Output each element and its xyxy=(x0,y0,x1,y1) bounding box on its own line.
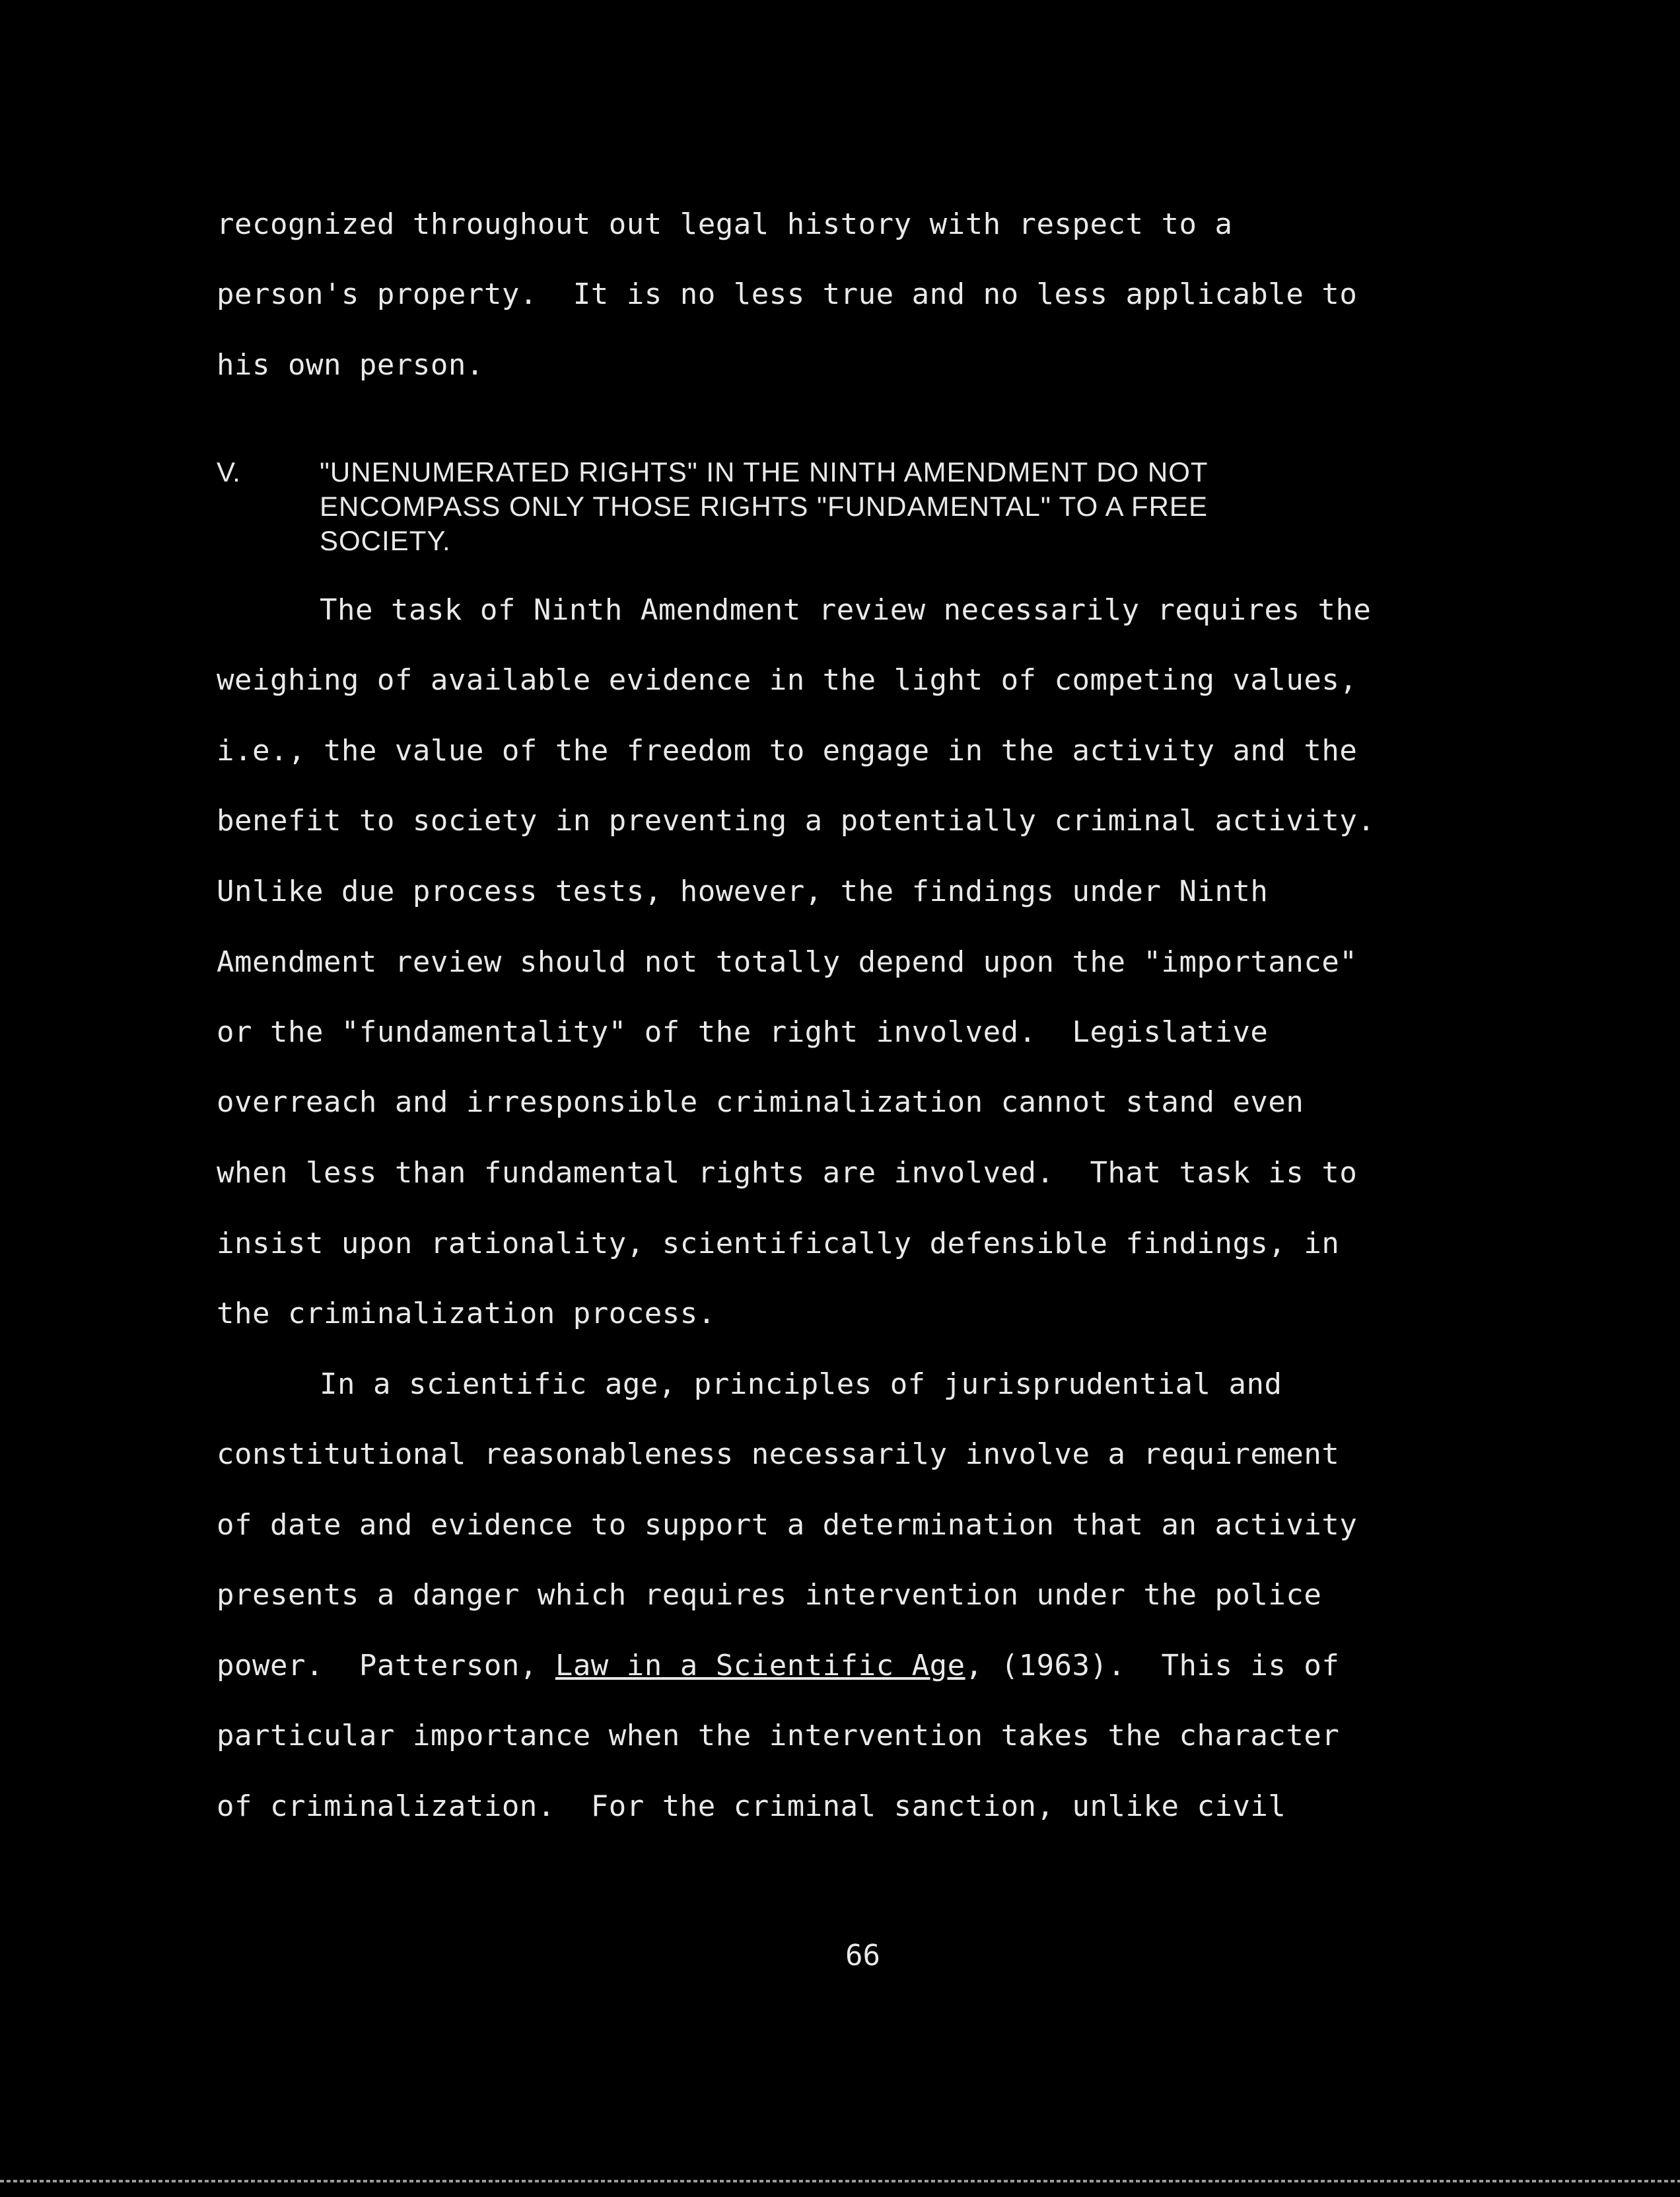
section-heading-line: SOCIETY. xyxy=(320,525,451,556)
text-line: of date and evidence to support a determination that an activity xyxy=(217,1508,1358,1542)
text-line: or the "fundamentality" of the right involved. Legislative xyxy=(217,1015,1269,1049)
text-line: when less than fundamental rights are involved. That task is to xyxy=(217,1156,1358,1190)
text-line: Amendment review should not totally depend upon the "importance" xyxy=(217,945,1358,979)
text-line: i.e., the value of the freedom to engage in the activity and the xyxy=(217,734,1358,768)
scan-edge-divider xyxy=(0,2180,1680,2182)
text-line: constitutional reasonableness necessarily involve a requirement xyxy=(217,1437,1340,1471)
text-line: Unlike due process tests, however, the findings under Ninth xyxy=(217,875,1269,908)
text-line: his own person. xyxy=(217,348,484,382)
text-line: recognized throughout out legal history with respect to a xyxy=(217,207,1233,241)
citation-suffix: , (1963). This is of xyxy=(965,1649,1340,1682)
page-number: 66 xyxy=(845,1939,880,1972)
text-line: presents a danger which requires intervention under the police xyxy=(217,1578,1322,1612)
text-line: In a scientific age, principles of jurisprudential and xyxy=(320,1367,1282,1401)
text-line: person's property. It is no less true and no less applicable to xyxy=(217,277,1358,311)
text-line: the criminalization process. xyxy=(217,1297,716,1330)
citation-prefix: power. Patterson, xyxy=(217,1649,555,1682)
text-line: particular importance when the intervention takes the character xyxy=(217,1719,1340,1752)
section-heading-line: "UNENUMERATED RIGHTS" IN THE NINTH AMENDMENT DO NOT xyxy=(320,456,1208,487)
section-number: V. xyxy=(217,456,240,487)
text-line: insist upon rationality, scientifically defensible findings, in xyxy=(217,1227,1340,1260)
text-line: The task of Ninth Amendment review necessarily requires the xyxy=(320,593,1372,627)
text-line: of criminalization. For the criminal sanction, unlike civil xyxy=(217,1789,1286,1823)
citation-title: Law in a Scientific Age xyxy=(555,1649,965,1682)
text-line: weighing of available evidence in the light of competing values, xyxy=(217,663,1358,697)
text-line: benefit to society in preventing a potentially criminal activity. xyxy=(217,804,1376,838)
text-line: overreach and irresponsible criminalization cannot stand even xyxy=(217,1085,1304,1119)
section-heading-line: ENCOMPASS ONLY THOSE RIGHTS "FUNDAMENTAL" TO A FREE xyxy=(320,491,1208,522)
citation-line xyxy=(217,1649,1339,1683)
